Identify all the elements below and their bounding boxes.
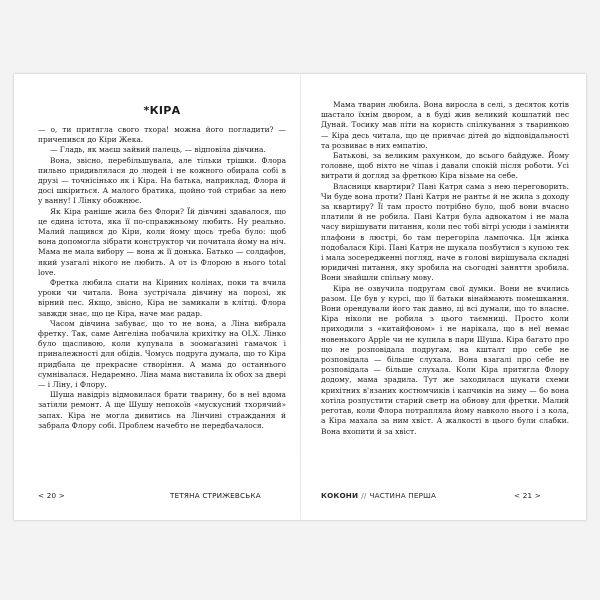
right-page-text bbox=[321, 100, 569, 437]
paragraph: Мама тварин любила. Вона виросла в селі, з десяток котів шастало їхнім двором, а в буді жив великий кошлатий пес Дунай. Тосику мав піти на користь спілкування з тваринкою — Кіра десь читала, що це привчає дітей до відповідальності та розвиває в них емпатію. bbox=[321, 100, 569, 150]
paragraph: Як Кіра раніше жила без Флори? Їй дівчині здавалося, що це єдина істота, яка її по-справжньому любить. Ну реально. Малий лащився до Кіри, коли йому щось треба було: щоб вона допомогла зібрати конструктор чи почитала йому на ніч. Мама не мала вибору — вона ж її донька. Батько — солдафон, який узагалі нікого не любить. А от із Флорою в нього total love. bbox=[38, 206, 286, 277]
paragraph: — Гладь, як маєш зайвий палець, — відповіла дівчина. bbox=[50, 145, 266, 155]
left-page bbox=[38, 100, 286, 431]
paragraph: Шуша навідріз відмовилася брати тварину, бо в неї вдома затіяли ремонт. А ще Шушу непокоїв «мускусний тхорячий» запах. Кіра не могла дивитись на Лінчині страждання й забрала Флору собі. Проблем начебто не передбачалося. bbox=[38, 390, 286, 430]
series-name: КОКОНИ bbox=[321, 491, 359, 500]
paragraph: Часом дівчина забуває, що то не вона, а Ліна вибрала фретку. Так, саме Ангеліна побачила крихітку на OLX. Лінко було щасливою, коли купувала в зоомагазині гамачок і приналежності для обідів. Чомусь подруга думала, що то Кіра придбала це прекрасне створіння. А мама до останнього сумнівалася. Недаремно. Ліна мама виставила їх обох за двері — і Ліну, і Флору. bbox=[38, 318, 286, 390]
right-page bbox=[321, 100, 569, 437]
left-page-text bbox=[38, 125, 286, 431]
page-gutter bbox=[300, 74, 301, 520]
part-label: ЧАСТИНА ПЕРША bbox=[369, 491, 437, 500]
paragraph: Фретка любила спати на Кіриних колінах, поки та вчила уроки чи читала. Вона зустрічала дівчину на порозі, як вірний пес. Якщо, звісно, Кіра не замикали в клітці. Флора завжди знає, що це Кіра, наче має радар. bbox=[38, 278, 286, 318]
right-page-number: < 21 > bbox=[514, 491, 541, 500]
series-separator: // bbox=[361, 491, 367, 500]
paragraph: Батькові, за великим рахунком, до всього байдуже. Йому головне, щоб ніхто не чіпав і давали спокій після роботи. Усі витрати й догляд за фреткою Кіра візьме на себе. bbox=[321, 151, 569, 181]
book-spread bbox=[14, 74, 586, 520]
paragraph: Власниця квартири? Пані Катря сама з нею переговорить. Чи буде вона проти? Пані Катря не рантьє й не жила з доходу за квартиру? Її там просто потрібно було, щоб вони вчасно платили й не робила. Пані Катря була адвокатом і не мала часу вирішувати питання, коли пес тобі вітрі усюди і заміняти плафони в люстрі, бо там перегоріла лампочка. Ця жінка подобалася Кірі. Пані Катря не шукала позбутися з купою тек і мала зосередженні погляд, наче в голові вирішувала складні юридичні питання, яку зробила на сьогодні заняття зробила. Вони знайшли спільну мову. bbox=[321, 181, 569, 283]
paragraph: Кіра не озвучила подругам свої думки. Вони не вчились разом. Це був у курсі, що її батьки вінаймають помешкання. Вони орендували його так давно, ці всі думали, що то власне. Кіра ніколи не робила з цього таємниці. Просто коли приходили з «китайфоном» і не нарікала, що в неї немає новенького Apple чи не купила в пари Шуша. Кіра багато про що не розповідала подругам, на кшталт про себе не розповідала — більше слухала. Вона взагалі про себе не розповідала — більше слухала. Коли Кіра притягла Флору додому, мама зрадила. Тут же заходилася шукати схеми крихітних в'язаних костюмчиків і капчиків на зиму — бо вона хотіла розпустити старий светр на обнову для фретки. Малий реготав, коли Флора потрапляла йому навколо нього і з кола, а Кіра махала за ним хвіст. А жалкості в цього були слабки. Вона вхопити й за хвіст. bbox=[321, 283, 569, 436]
running-header bbox=[321, 491, 436, 500]
chapter-title: *КІРА bbox=[143, 104, 181, 117]
author-name: ТЕТЯНА СТРИЖЕВСЬКА bbox=[170, 491, 261, 500]
paragraph: Вона, звісно, перебільшувала, але тільки трішки. Флора пильно придивлялася до людей і не кожного обирала собі в друзі — точнісінько як і Кіра. На батька, наприклад, Флора й досі шкіриться. А малого братика, щойно той стрибає за нею у ванну! І Лінку обожнює. bbox=[38, 155, 286, 206]
left-page-number: < 20 > bbox=[38, 491, 65, 500]
paragraph: — о, ти притягла свого тхора! можна його погладити? — причепився до Кіри Жека. bbox=[38, 125, 286, 145]
